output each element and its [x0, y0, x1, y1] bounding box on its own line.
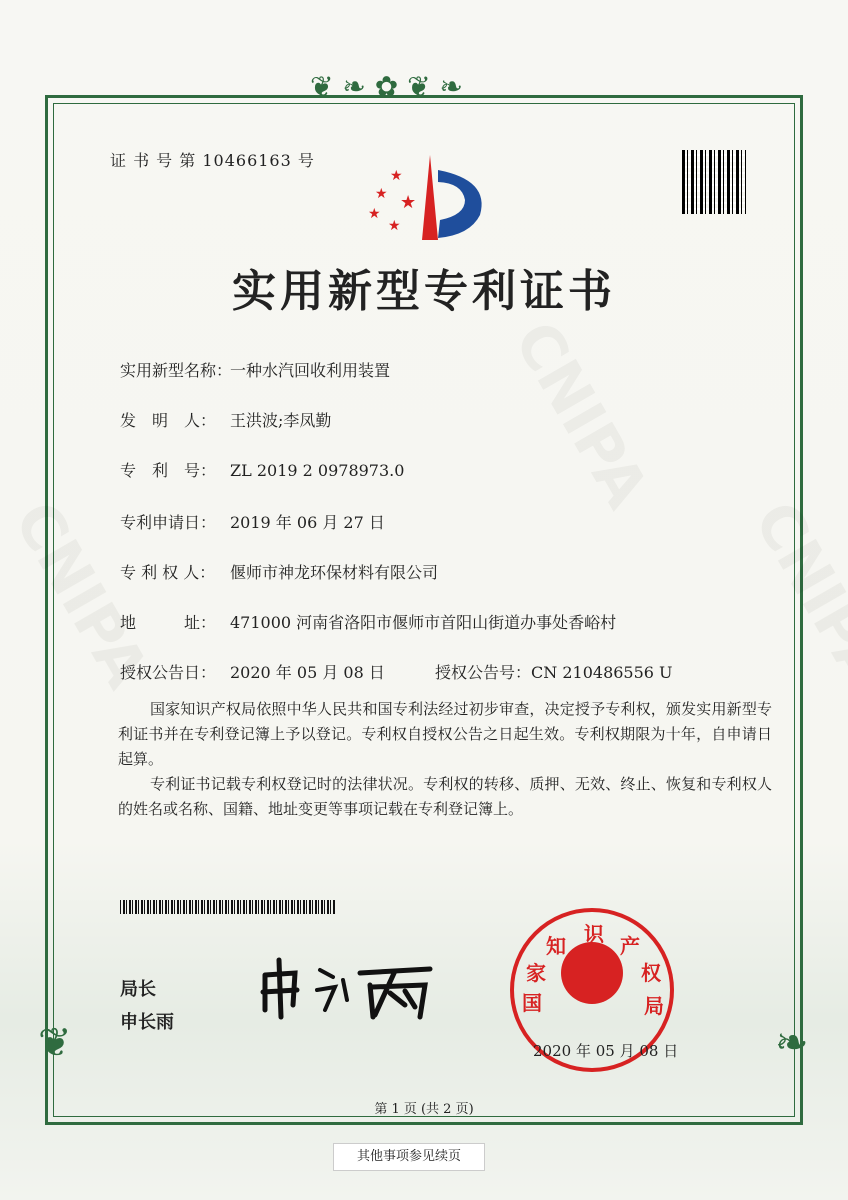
corner-ornament: ❧ — [775, 1020, 809, 1066]
field-patentee: 专 利 权 人： 偃师市神龙环保材料有限公司 — [120, 563, 439, 582]
field-grant-number: 授权公告号：CN 210486556 U — [435, 663, 673, 682]
svg-text:★: ★ — [390, 168, 403, 184]
field-address: 地 址： 471000 河南省洛阳市偃师市首阳山街道办事处香峪村 — [120, 613, 617, 632]
paragraph-grant: 国家知识产权局依照中华人民共和国专利法经过初步审查，决定授予专利权，颁发实用新型专利证书并在专利登记簿上予以登记。专利权自授权公告之日起生效。专利权期限为十年，自申请日起算。 — [118, 700, 772, 768]
barcode — [120, 900, 335, 914]
paragraph-legal: 专利证书记载专利权登记时的法律状况。专利权的转移、质押、无效、终止、恢复和专利权人的姓名或名称、国籍、地址变更等事项记载在专利登记簿上。 — [118, 775, 772, 818]
continuation-note: 其他事项参见续页 — [333, 1143, 485, 1171]
field-patent-number: 专 利 号： ZL 2019 2 0978973.0 — [120, 461, 405, 480]
field-inventor: 发 明 人： 王洪波;李凤勤 — [120, 411, 332, 430]
cnipa-logo — [360, 150, 490, 245]
top-ornament: ❦ ❧ ✿ ❦ ❧ — [310, 70, 463, 103]
seal-date: 2020 年 05 月 08 日 — [533, 1042, 679, 1060]
signatory-name: 申长雨 — [120, 1012, 174, 1033]
svg-text:★: ★ — [375, 186, 388, 202]
field-grant-date: 授权公告日： 2020 年 05 月 08 日 — [120, 663, 385, 682]
certificate-title: 实用新型专利证书 — [232, 266, 616, 317]
svg-text:★: ★ — [388, 218, 401, 234]
signature — [255, 955, 440, 1025]
corner-ornament: ❦ — [38, 1020, 72, 1066]
field-application-date: 专利申请日： 2019 年 06 月 27 日 — [120, 513, 385, 532]
official-seal: 国 家 知 识 产 权 局 — [510, 908, 674, 1072]
qr-code — [682, 150, 746, 214]
national-emblem-icon — [561, 942, 623, 1004]
field-name: 实用新型名称：一种水汽回收利用装置 — [120, 361, 391, 380]
certificate-number: 证 书 号 第 10466163 号 — [110, 151, 315, 170]
svg-text:★: ★ — [400, 192, 417, 213]
page-indicator: 第 1 页 (共 2 页) — [374, 1102, 474, 1117]
svg-text:★: ★ — [368, 206, 381, 222]
signatory-role: 局长 — [120, 979, 156, 1000]
